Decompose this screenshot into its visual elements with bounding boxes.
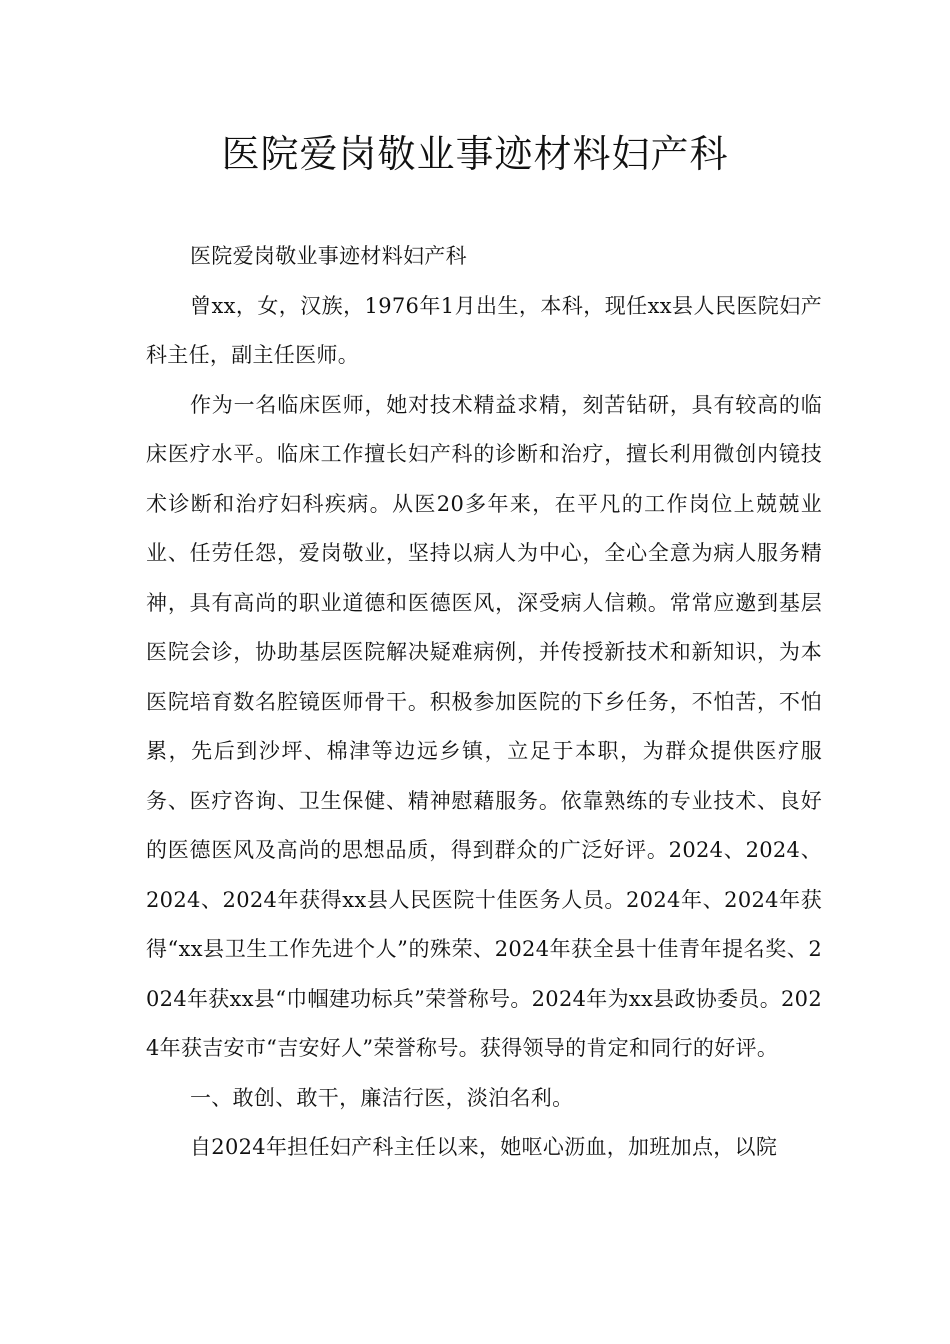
- paragraph-main: 作为一名临床医师，她对技术精益求精，刻苦钻研，具有较高的临床医疗水平。临床工作擅长妇产科的诊断和治疗，擅长利用微创内镜技术诊断和治疗妇科疾病。从医20多年来，在平凡的工作岗位上兢兢业业、任劳任怨，爱岗敬业，坚持以病人为中心，全心全意为病人服务精神，具有高尚的职业道德和医德医风，深受病人信赖。常常应邀到基层医院会诊，协助基层医院解决疑难病例，并传授新技术和新知识，为本医院培育数名腔镜医师骨干。积极参加医院的下乡任务，不怕苦，不怕累，先后到沙坪、棉津等边远乡镇，立足于本职，为群众提供医疗服务、医疗咨询、卫生保健、精神慰藉服务。依靠熟练的专业技术、良好的医德医风及高尚的思想品质，得到群众的广泛好评。2024、2024、2024、2024年获得xx县人民医院十佳医务人员。2024年、2024年获得“xx县卫生工作先进个人”的殊荣、2024年获全县十佳青年提名奖、2024年获xx县“巾帼建功标兵”荣誉称号。2024年为xx县政协委员。2024年获吉安市“吉安好人”荣誉称号。获得领导的肯定和同行的好评。: [146, 392, 822, 1060]
- paragraph-heading-one: 一、敢创、敢干，廉洁行医，淡泊名利。: [190, 1085, 574, 1110]
- paragraph-subtitle: 医院爱岗敬业事迹材料妇产科: [190, 244, 467, 268]
- document-title: 医院爱岗敬业事迹材料妇产科: [221, 132, 729, 176]
- paragraph-intro: 曾xx，女，汉族，1976年1月出生，本科，现任xx县人民医院妇产科主任，副主任医师。: [146, 293, 822, 367]
- paragraph-continued: 自2024年担任妇产科主任以来，她呕心沥血，加班加点，以院: [190, 1135, 778, 1159]
- document-body: [146, 232, 822, 1173]
